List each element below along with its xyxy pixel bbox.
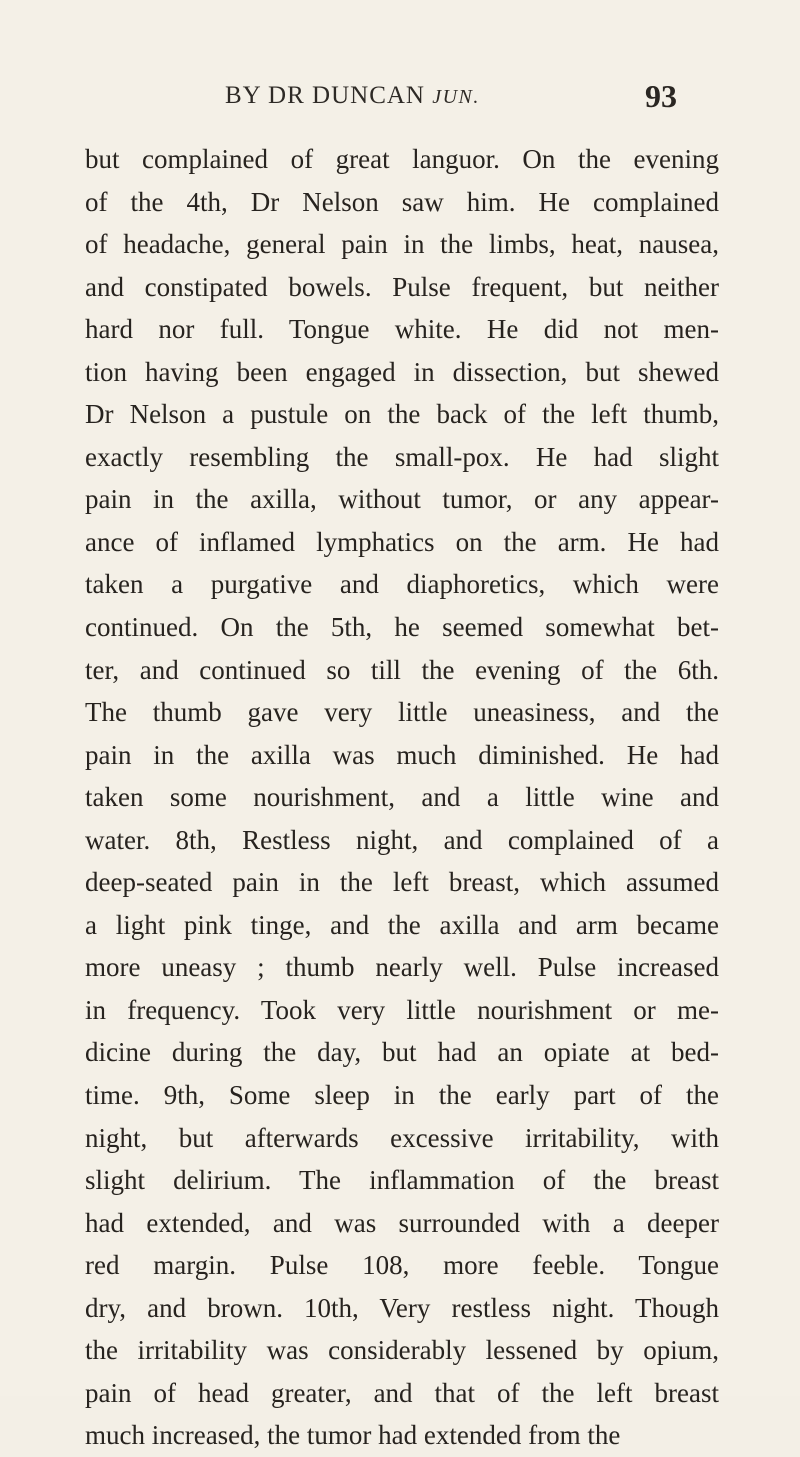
text-line: The thumb gave very little uneasiness, and the (85, 697, 719, 728)
running-title (225, 82, 480, 110)
page-number: 93 (645, 78, 677, 114)
text-line: deep-seated pain in the left breast, which assumed (85, 867, 719, 898)
text-line: dicine during the day, but had an opiate at bed- (85, 1037, 719, 1068)
text-line: hard nor full. Tongue white. He did not men- (85, 314, 719, 345)
text-line: of headache, general pain in the limbs, heat, nausea, (85, 229, 719, 260)
text-line: slight delirium. The inflammation of the breast (85, 1165, 719, 1196)
text-line: more uneasy ; thumb nearly well. Pulse increased (85, 952, 719, 983)
text-line: time. 9th, Some sleep in the early part of the (85, 1080, 719, 1111)
text-line: taken a purgative and diaphoretics, which were (85, 569, 719, 600)
text-line: had extended, and was surrounded with a deeper (85, 1207, 719, 1238)
text-line: ter, and continued so till the evening of the 6th. (85, 654, 719, 685)
text-line: red margin. Pulse 108, more feeble. Tongue (85, 1250, 719, 1281)
running-head (0, 78, 800, 122)
text-line: Dr Nelson a pustule on the back of the left thumb, (85, 399, 719, 430)
text-line: pain of head greater, and that of the left breast (85, 1377, 719, 1408)
text-line: pain in the axilla was much diminished. He had (85, 739, 719, 770)
text-line: taken some nourishment, and a little wine and (85, 782, 719, 813)
text-line: a light pink tinge, and the axilla and arm became (85, 909, 719, 940)
text-line: tion having been engaged in dissection, but shewed (85, 356, 719, 387)
text-line: exactly resembling the small-pox. He had slight (85, 441, 719, 472)
running-title-main: BY DR DUNCAN (225, 82, 425, 109)
text-line: night, but afterwards excessive irritability, with (85, 1122, 719, 1153)
text-line: ance of inflamed lymphatics on the arm. He had (85, 526, 719, 557)
text-line: water. 8th, Restless night, and complained of a (85, 824, 719, 855)
text-line: but complained of great languor. On the evening (85, 144, 719, 174)
text-line: the irritability was considerably lessened by opium, (85, 1335, 719, 1366)
text-line: of the 4th, Dr Nelson saw him. He complained (85, 186, 719, 217)
text-line: and constipated bowels. Pulse frequent, but neither (85, 271, 719, 302)
running-title-suffix: JUN. (432, 86, 480, 108)
text-line: continued. On the 5th, he seemed somewhat bet- (85, 612, 719, 643)
text-line: pain in the axilla, without tumor, or any appear- (85, 484, 719, 515)
body-text (85, 138, 719, 1457)
text-line: dry, and brown. 10th, Very restless night. Though (85, 1292, 719, 1323)
text-line: in frequency. Took very little nourishment or me- (85, 994, 719, 1025)
text-line: much increased, the tumor had extended from the (85, 1420, 621, 1451)
